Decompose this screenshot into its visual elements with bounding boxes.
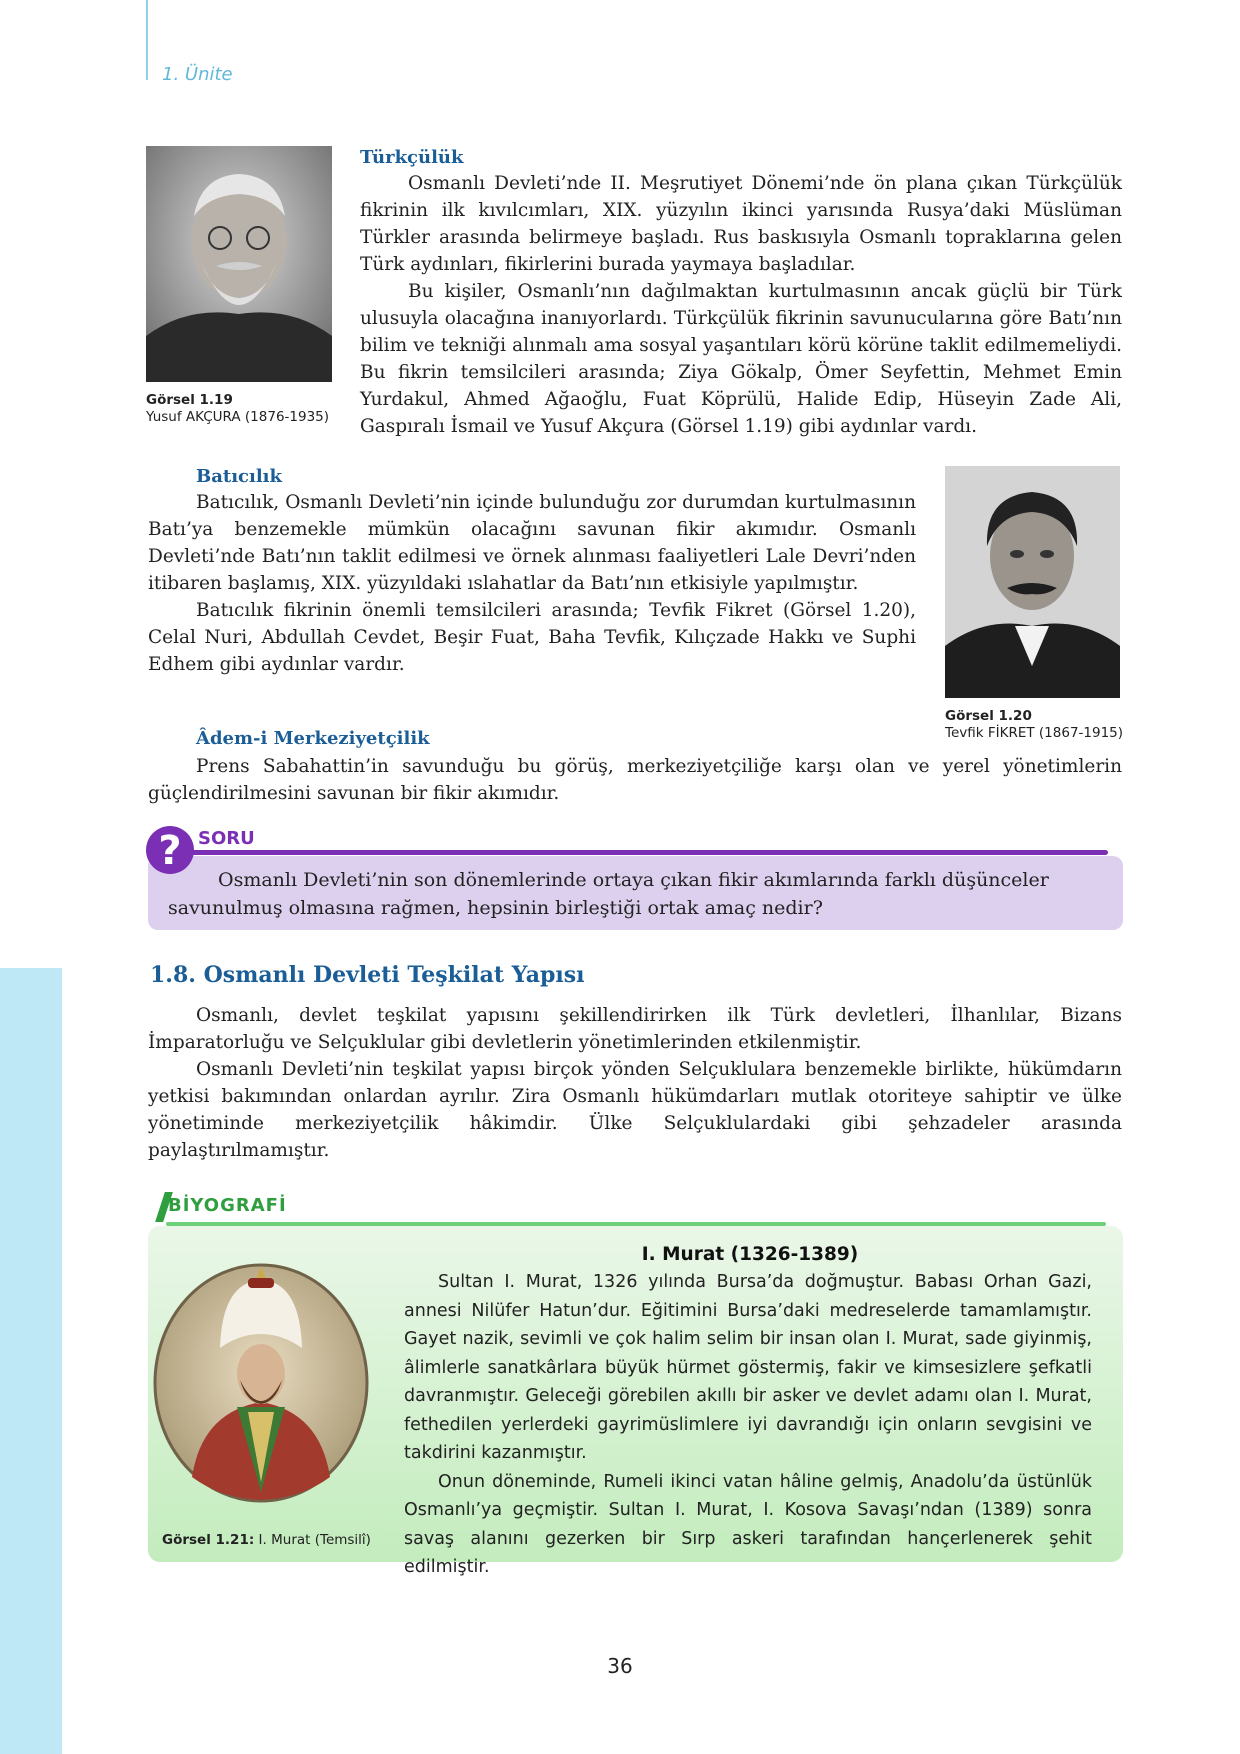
section-text (148, 1002, 1122, 1164)
baticilik-text (148, 489, 916, 678)
caption-1-21-label: Görsel 1.21: (162, 1532, 255, 1548)
biyografi-label: BİYOGRAFİ (168, 1195, 287, 1216)
question-icon: ? (158, 828, 182, 874)
page-number: 36 (607, 1654, 633, 1678)
portrait-murat-i (152, 1262, 370, 1504)
turkculuk-paragraph-2: Bu kişiler, Osmanlı’nın dağılmaktan kurtulmasının ancak güçlü bir Türk ulusuyla olacağına inanıyorlardı. Türkçülük fikrinin savunucularına göre Batı’nın bilim ve tekniği alınmalı ama sosyal yaşantıları körü körüne taklit edilmemeliydi. Bu fikrin temsilcileri arasında; Ziya Gökalp, Ömer Seyfettin, Mehmet Emin Yurdakul, Ahmed Ağaoğlu, Fuat Köprülü, Halide Edip, Hüseyin Zade Ali, Gaspıralı İsmail ve Yusuf Akçura (Görsel 1.19) gibi aydınlar vardı. (360, 281, 1122, 437)
photo-tevfik-fikret (945, 466, 1120, 698)
caption-1-19-label: Görsel 1.19 (146, 392, 233, 408)
caption-1-21-text: I. Murat (Temsilî) (258, 1532, 371, 1548)
soru-text: Osmanlı Devleti’nin son dönemlerinde ortaya çıkan fikir akımlarında farklı düşünceler savunulmuş olmasına rağmen, hepsinin birleştiği ortak amaç nedir? (168, 869, 1049, 919)
soru-label: SORU (198, 828, 255, 849)
biyografi-paragraph-2: Onun döneminde, Rumeli ikinci vatan hâline gelmiş, Anadolu’da üstünlük Osmanlı’ya geçmiştir. Sultan I. Murat, I. Kosova Savaşı’ndan (1389) sonra savaş alanını gezerken bir Sırp askeri tarafından hançerlenerek şehit edilmiştir. (404, 1471, 1092, 1577)
baticilik-paragraph-1: Batıcılık, Osmanlı Devleti’nin içinde bulunduğu zor durumdan kurtulmasının Batı’ya benzemekle mümkün olacağını savunan fikir akımıdır. Osmanlı Devleti’nde Batı’nın taklit edilmesi ve örnek alınması faaliyetleri Lale Devri’nden itibaren başlamış, XIX. yüzyıldaki ıslahatlar da Batı’nın etkisiyle yapılmıştır. (148, 492, 916, 594)
baticilik-paragraph-2: Batıcılık fikrinin önemli temsilcileri arasında; Tevfik Fikret (Görsel 1.20), Celal Nuri, Abdullah Cevdet, Beşir Fuat, Baha Tevfik, Kılıçzade Hakkı ve Suphi Edhem gibi aydınlar vardır. (148, 600, 916, 675)
unit-divider (146, 0, 148, 80)
biyografi-title: I. Murat (1326-1389) (641, 1244, 859, 1265)
section-paragraph-2: Osmanlı Devleti’nin teşkilat yapısı birçok yönden Selçuklulara benzemekle birlikte, hükümdarın yetkisi bakımından onlardan ayrılır. Zira Osmanlı hükümdarları mutlak otoriteye sahiptir ve ülke yönetiminde merkeziyetçilik hâkimdir. Ülke Selçuklulardaki gibi şehzadeler arasında paylaştırılmamıştır. (148, 1059, 1122, 1161)
section-paragraph-1: Osmanlı, devlet teşkilat yapısını şekillendirirken ilk Türk devletleri, İlhanlılar, Bizans İmparatorluğu ve Selçuklular gibi devletlerin yönetimlerinden etkilenmiştir. (148, 1005, 1122, 1053)
turkculuk-text (360, 170, 1122, 440)
photo-yusuf-akcura (146, 146, 332, 382)
section-title: 1.8. Osmanlı Devleti Teşkilat Yapısı (150, 962, 585, 988)
heading-turkculuk: Türkçülük (360, 147, 464, 168)
biyografi-bar (166, 1222, 1106, 1226)
caption-1-20-text: Tevfik FİKRET (1867-1915) (945, 725, 1124, 741)
soru-bar (168, 850, 1108, 855)
turkculuk-paragraph-1: Osmanlı Devleti’nde II. Meşrutiyet Dönemi’nde ön plana çıkan Türkçülük fikrinin ilk kıvılcımları, XIX. yüzyılın ikinci yarısında Rusya’daki Müslüman Türkler arasında belirmeye başladı. Rus baskısıyla Osmanlı topraklarına gelen Türk aydınları, fikirlerini burada yaymaya başladılar. (360, 173, 1122, 275)
ademi-text (148, 753, 1122, 807)
unit-label: 1. Ünite (162, 64, 233, 85)
heading-baticilik: Batıcılık (196, 466, 282, 487)
biyografi-paragraph-1: Sultan I. Murat, 1326 yılında Bursa’da doğmuştur. Babası Orhan Gazi, annesi Nilüfer Hatun’dur. Eğitimini Bursa’daki medreselerde tamamlamıştır. Gayet nazik, sevimli ve çok halim selim bir insan olan I. Murat, sade giyinmiş, âlimlerle sanatkârlara büyük hürmet göstermiş, fakir ve kimsesizlere şefkatli davranmıştır. Geleceği görebilen akıllı bir asker ve devlet adamı olan I. Murat, fethedilen yerlerdeki gayrimüslimlere iyi davrandığı için onların sevgisini ve takdirini kazanmıştır. (404, 1272, 1092, 1463)
side-band (0, 968, 62, 1754)
caption-1-21 (162, 1532, 371, 1548)
heading-ademi-merkeziyetcilik: Âdem-i Merkeziyetçilik (196, 728, 430, 749)
biyografi-text (404, 1268, 1092, 1582)
caption-1-19-text: Yusuf AKÇURA (1876-1935) (146, 409, 330, 425)
caption-1-19 (146, 392, 329, 426)
ademi-paragraph: Prens Sabahattin’in savunduğu bu görüş, merkeziyetçiliğe karşı olan ve yerel yönetimlerin güçlendirilmesini savunan bir fikir akımıdır. (148, 756, 1122, 804)
caption-1-20 (945, 708, 1123, 742)
caption-1-20-label: Görsel 1.20 (945, 708, 1032, 724)
